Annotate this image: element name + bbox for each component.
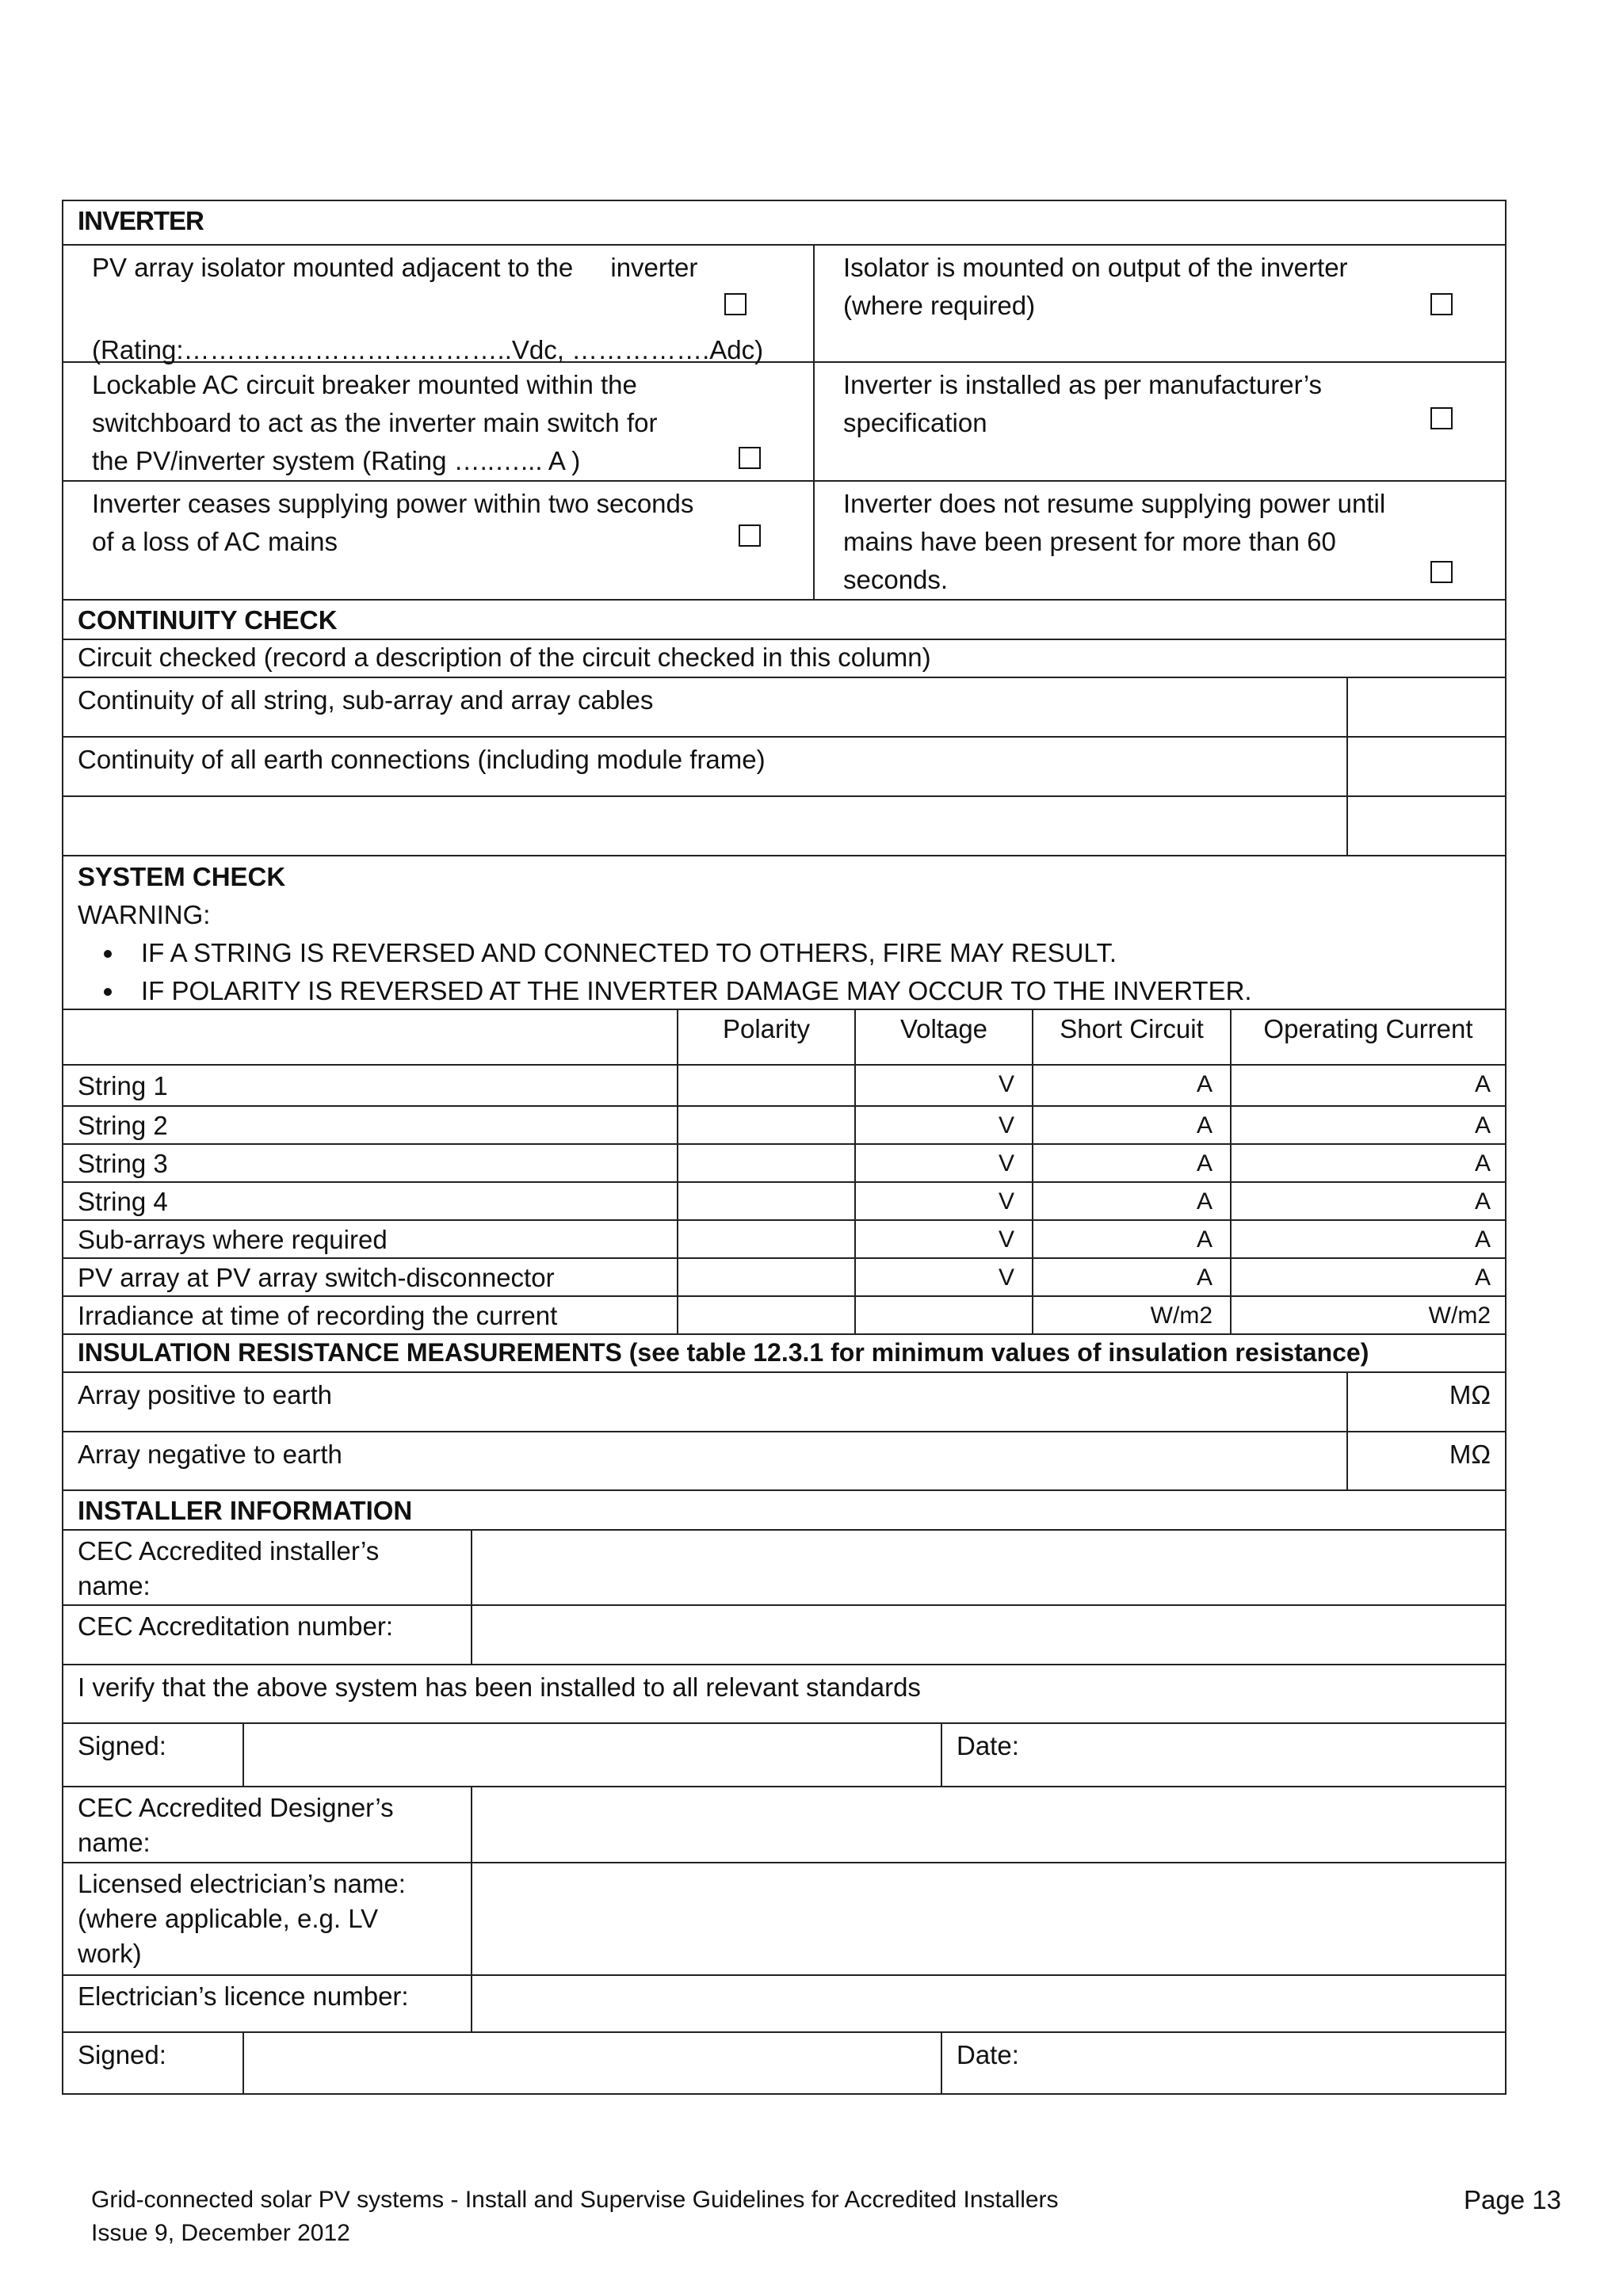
resume-checkbox[interactable] <box>1430 561 1453 583</box>
signed-row-1 <box>63 1722 1505 1786</box>
inverter-row-2 <box>63 361 1505 480</box>
insulation-heading: INSULATION RESISTANCE MEASUREMENTS (see table 12.3.1 for minimum values of insulation resistance) <box>78 1338 1369 1367</box>
footer-title: Grid-connected solar PV systems - Install and Supervise Guidelines for Accredited Installers <box>91 2187 1059 2213</box>
ceases-checkbox[interactable] <box>739 524 761 547</box>
system-row-label: String 4 <box>78 1187 168 1216</box>
installer-name-label <box>63 1531 471 1604</box>
system-row-label: String 3 <box>78 1149 168 1178</box>
system-row-label: Sub-arrays where required <box>78 1225 388 1254</box>
system-heading-cell <box>63 856 1505 1009</box>
polarity-value[interactable] <box>677 1297 854 1333</box>
col-polarity: Polarity <box>677 1010 854 1064</box>
short-circuit-unit: A <box>1032 1259 1230 1295</box>
installed-checkbox[interactable] <box>1430 407 1453 429</box>
pv-isolator-checkbox[interactable] <box>724 293 747 315</box>
installed-text-2: specification <box>843 408 987 437</box>
electrician-label-line: work) <box>78 1939 142 1968</box>
date-field[interactable] <box>941 1724 1505 1786</box>
warning-bullet: • IF A STRING IS REVERSED AND CONNECTED TO OTHERS, FIRE MAY RESULT. <box>125 934 1491 972</box>
continuity-value[interactable] <box>1346 678 1505 736</box>
ceases-text-2: of a loss of AC mains <box>92 527 338 556</box>
operating-current-unit: A <box>1230 1221 1505 1257</box>
short-circuit-unit: W/m2 <box>1032 1297 1230 1333</box>
electrician-label <box>63 1863 471 1974</box>
resume-text-2: mains have been present for more than 60 <box>843 527 1336 556</box>
operating-current-unit: A <box>1230 1259 1505 1295</box>
pv-isolator-text: PV array isolator mounted adjacent to the <box>92 253 574 282</box>
signed-row-2 <box>63 2031 1505 2093</box>
system-row <box>63 1105 1505 1143</box>
system-rows <box>63 1064 1505 1333</box>
operating-current-unit: A <box>1230 1107 1505 1143</box>
system-row <box>63 1143 1505 1181</box>
array-positive-unit: MΩ <box>1346 1373 1505 1431</box>
resume-text-1: Inverter does not resume supplying power until <box>843 489 1386 518</box>
short-circuit-unit: A <box>1032 1183 1230 1219</box>
continuity-subheading-row <box>63 639 1505 677</box>
designer-row <box>63 1786 1505 1862</box>
pv-isolator-rating: (Rating:………………………………..Vdc, …………….Adc) <box>92 335 764 364</box>
polarity-value[interactable] <box>677 1221 854 1257</box>
page-footer <box>91 2183 1059 2250</box>
system-warning: WARNING: <box>78 900 211 929</box>
ac-breaker-text-3: the PV/inverter system (Rating …..…... A ) <box>92 446 581 475</box>
installer-name-line: name: <box>78 1571 151 1600</box>
short-circuit-unit: A <box>1032 1145 1230 1181</box>
installed-cell <box>813 363 1505 480</box>
array-positive-label: Array positive to earth <box>78 1380 332 1409</box>
ac-breaker-cell <box>63 363 813 480</box>
ac-breaker-checkbox[interactable] <box>739 447 761 469</box>
accreditation-row <box>63 1604 1505 1664</box>
system-row <box>63 1064 1505 1105</box>
col-voltage: Voltage <box>854 1010 1032 1064</box>
system-row <box>63 1257 1505 1295</box>
col-short-circuit: Short Circuit <box>1032 1010 1230 1064</box>
designer-label-line: CEC Accredited Designer’s <box>78 1793 394 1822</box>
system-row <box>63 1181 1505 1219</box>
continuity-value[interactable] <box>1346 797 1505 855</box>
inverter-heading: INVERTER <box>78 206 204 235</box>
ceases-cell <box>63 482 813 599</box>
continuity-label: Continuity of all earth connections (including module frame) <box>78 745 766 774</box>
short-circuit-unit: A <box>1032 1221 1230 1257</box>
ac-breaker-text-1: Lockable AC circuit breaker mounted within the <box>92 370 637 399</box>
voltage-unit: V <box>854 1259 1032 1295</box>
warning-list <box>78 934 1491 1010</box>
continuity-heading-row <box>63 599 1505 639</box>
operating-current-unit: A <box>1230 1066 1505 1105</box>
continuity-row <box>63 677 1505 736</box>
inverter-row-1 <box>63 244 1505 364</box>
polarity-value[interactable] <box>677 1145 854 1181</box>
installer-name-line: CEC Accredited installer’s <box>78 1536 380 1566</box>
insulation-heading-row <box>63 1333 1505 1371</box>
system-heading: SYSTEM CHECK <box>78 862 286 891</box>
output-isolator-text-1: Isolator is mounted on output of the inverter <box>843 253 1348 282</box>
system-row-label: PV array at PV array switch-disconnector <box>78 1263 555 1292</box>
system-row-label: String 1 <box>78 1071 168 1100</box>
polarity-value[interactable] <box>677 1183 854 1219</box>
array-negative-unit: MΩ <box>1346 1432 1505 1489</box>
electrician-row <box>63 1862 1505 1974</box>
system-row-label: String 2 <box>78 1111 168 1140</box>
signed-label: Signed: <box>78 2040 166 2069</box>
licence-row <box>63 1974 1505 2031</box>
date-label: Date: <box>957 2040 1019 2069</box>
continuity-row <box>63 795 1505 855</box>
continuity-value[interactable] <box>1346 738 1505 795</box>
voltage-unit <box>854 1297 1032 1333</box>
operating-current-unit: A <box>1230 1145 1505 1181</box>
date-field[interactable] <box>941 2033 1505 2093</box>
operating-current-unit: A <box>1230 1183 1505 1219</box>
voltage-unit: V <box>854 1145 1032 1181</box>
page-number: Page 13 <box>1464 2185 1561 2214</box>
col-operating-current: Operating Current <box>1230 1010 1505 1064</box>
footer-issue: Issue 9, December 2012 <box>91 2220 350 2246</box>
continuity-subheading: Circuit checked (record a description of the circuit checked in this column) <box>78 643 931 672</box>
system-col-blank <box>63 1010 677 1064</box>
system-row-label: Irradiance at time of recording the current <box>78 1301 558 1330</box>
pv-isolator-text-b: inverter <box>610 253 698 282</box>
installer-heading-row <box>63 1489 1505 1529</box>
resume-cell <box>813 482 1505 599</box>
verify-statement: I verify that the above system has been installed to all relevant standards <box>78 1672 921 1702</box>
designer-label-line: name: <box>78 1828 151 1857</box>
accreditation-label: CEC Accreditation number: <box>78 1611 394 1641</box>
installer-heading: INSTALLER INFORMATION <box>78 1496 413 1525</box>
insulation-row <box>63 1431 1505 1489</box>
system-row <box>63 1295 1505 1333</box>
ac-breaker-text-2: switchboard to act as the inverter main switch for <box>92 408 658 437</box>
electrician-label-line: (where applicable, e.g. LV <box>78 1904 379 1933</box>
continuity-label: Continuity of all string, sub-array and array cables <box>78 685 654 715</box>
installed-text-1: Inverter is installed as per manufacturer’s <box>843 370 1323 399</box>
licence-label: Electrician’s licence number: <box>78 1981 409 2011</box>
output-isolator-cell <box>813 246 1505 361</box>
continuity-heading: CONTINUITY CHECK <box>78 605 338 635</box>
polarity-value[interactable] <box>677 1107 854 1143</box>
operating-current-unit: W/m2 <box>1230 1297 1505 1333</box>
voltage-unit: V <box>854 1221 1032 1257</box>
accreditation-field[interactable] <box>471 1606 1505 1664</box>
verify-row <box>63 1664 1505 1722</box>
output-isolator-checkbox[interactable] <box>1430 293 1453 315</box>
signature-field[interactable] <box>242 2033 941 2093</box>
array-negative-label: Array negative to earth <box>78 1440 342 1469</box>
short-circuit-unit: A <box>1032 1107 1230 1143</box>
installer-name-field[interactable] <box>471 1531 1505 1604</box>
continuity-row <box>63 736 1505 795</box>
system-heading-row <box>63 855 1505 1009</box>
electrician-name-field[interactable] <box>471 1863 1505 1974</box>
insulation-row <box>63 1371 1505 1431</box>
date-label: Date: <box>957 1731 1019 1760</box>
voltage-unit: V <box>854 1066 1032 1105</box>
designer-label <box>63 1787 471 1862</box>
polarity-value[interactable] <box>677 1259 854 1295</box>
inverter-row-3 <box>63 480 1505 599</box>
output-isolator-text-2: (where required) <box>843 291 1036 320</box>
voltage-unit: V <box>854 1107 1032 1143</box>
signed-label: Signed: <box>78 1731 166 1760</box>
commissioning-form <box>62 200 1507 2095</box>
system-row <box>63 1219 1505 1257</box>
ceases-text-1: Inverter ceases supplying power within two seconds <box>92 489 694 518</box>
electrician-label-line: Licensed electrician’s name: <box>78 1869 406 1898</box>
continuity-label <box>63 797 1346 855</box>
system-columns-row <box>63 1009 1505 1064</box>
inverter-heading-row <box>63 201 1505 244</box>
licence-field[interactable] <box>471 1976 1505 2031</box>
polarity-value[interactable] <box>677 1066 854 1105</box>
signature-field[interactable] <box>242 1724 941 1786</box>
designer-name-field[interactable] <box>471 1787 1505 1862</box>
pv-isolator-cell <box>63 246 813 364</box>
warning-bullet: • IF POLARITY IS REVERSED AT THE INVERTER DAMAGE MAY OCCUR TO THE INVERTER. <box>125 972 1491 1010</box>
voltage-unit: V <box>854 1183 1032 1219</box>
installer-name-row <box>63 1529 1505 1604</box>
resume-text-3: seconds. <box>843 565 949 594</box>
short-circuit-unit: A <box>1032 1066 1230 1105</box>
